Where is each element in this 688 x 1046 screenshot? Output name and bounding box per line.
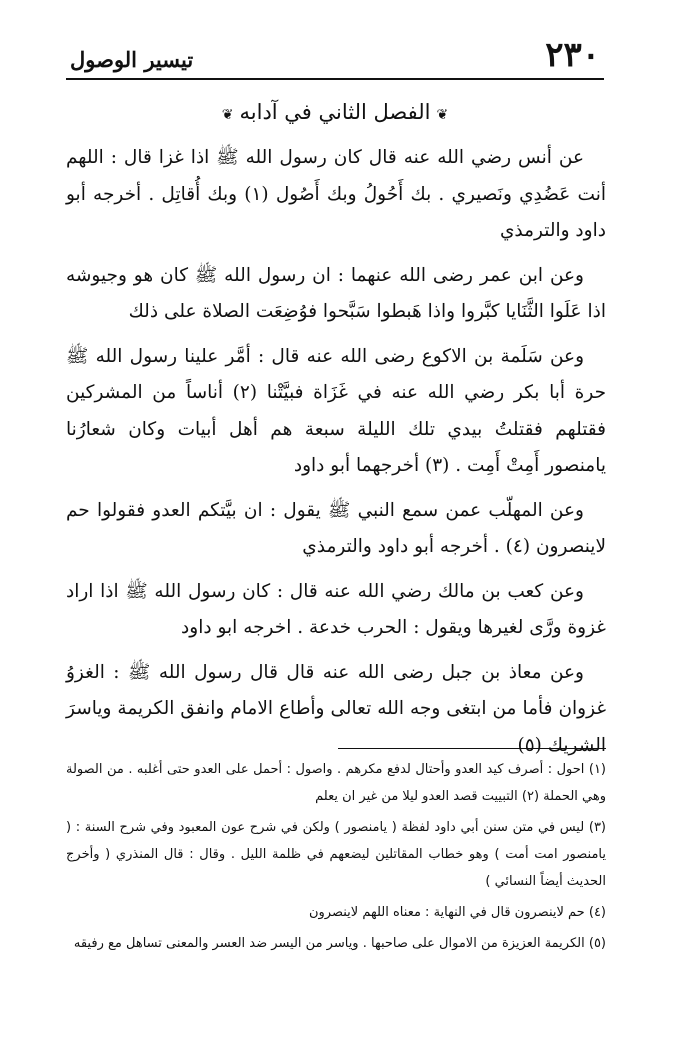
running-title: تيسير الوصول (70, 47, 194, 72)
footnote: (٤) حم لاينصرون قال في النهاية : معناه اللهم لاينصرون (308, 905, 606, 920)
footnote: (١) احول : أصرف كيد العدو وأحتال لدفع مكرهم . واصول : أحمل على العدو حتى أغلبه . من الصولة وهي الحملة (٢) التبييت قصد العدو ليلا من غير ان يعلم (66, 762, 606, 804)
page-header (70, 26, 600, 75)
paragraph: عن أنس رضي الله عنه قال كان رسول الله ﷺ اذا غزا قال : اللهم أنت عَضُدِي ونَصيري . بك أَحُولُ وبك أَصُول (١) وبك أُقاتِل . أخرجه أبو داود والترمذي (66, 147, 606, 241)
section-title: الفصل الثاني في آدابه (239, 100, 431, 124)
body-text (66, 140, 606, 772)
paragraph: وعن المهلّب عمن سمع النبي ﷺ يقول : ان بيَّتكم العدو فقولوا حم لاينصرون (٤) . أخرجه أبو داود والترمذي (66, 499, 606, 557)
ornament-right: ❦ (436, 107, 449, 123)
paragraph: وعن ابن عمر رضى الله عنهما : ان رسول الله ﷺ كان هو وجيوشه اذا عَلَوا الثَّنَايا كبَّروا واذا هَبطوا سَبَّحوا فوُضِعَت الصلاة على ذلك (66, 264, 606, 322)
header-rule (66, 78, 604, 80)
footnote: (٥) الكريمة العزيزة من الاموال على صاحبها . وياسر من اليسر ضد العسر والمعنى تساهل مع رفيقه (73, 936, 606, 951)
paragraph: وعن معاذ بن جبل رضى الله عنه قال قال رسول الله ﷺ : الغزوُ غزوان فأما من ابتغى وجه الله تعالى وأطاع الامام وانفق الكريمة وياسرَ الشريك (٥) (66, 661, 606, 756)
ornament-left: ❦ (221, 107, 234, 123)
footnote: (٣) ليس في متن سنن أبي داود لفظة ( يامنصور ) ولكن في شرح عون المعبود وفي شرح السنة : ( يامنصور امت أمت ) وهو خطاب المقاتلين ليضعهم في ظلمة الليل . وقال : قال المنذري ( وأخرج الحديث أيضاً النسائي ) (66, 820, 606, 889)
footnotes (66, 756, 606, 961)
paragraph: وعن سَلَمة بن الاكوع رضى الله عنه قال : أمَّر علينا رسول الله ﷺ حرة أبا بكر رضي الله عنه في غَزَاة فبيَّتْنا (٢) أناساً من المشركين فقتلهم فقتلتُ بيدي تلك الليلة سبعة هم أهل أبيات وكان شعارُنا يامنصور أَمِتْ أَمِت . (٣) أخرجهما أبو داود (66, 345, 607, 476)
page-number: ٢٣٠ (545, 35, 600, 75)
section-heading (66, 100, 604, 124)
footnote-rule (338, 748, 606, 749)
paragraph: وعن كعب بن مالك رضي الله عنه قال : كان رسول الله ﷺ اذا اراد غزوة ورَّى لغيرها ويقول : الحرب خدعة . اخرجه ابو داود (66, 580, 606, 638)
